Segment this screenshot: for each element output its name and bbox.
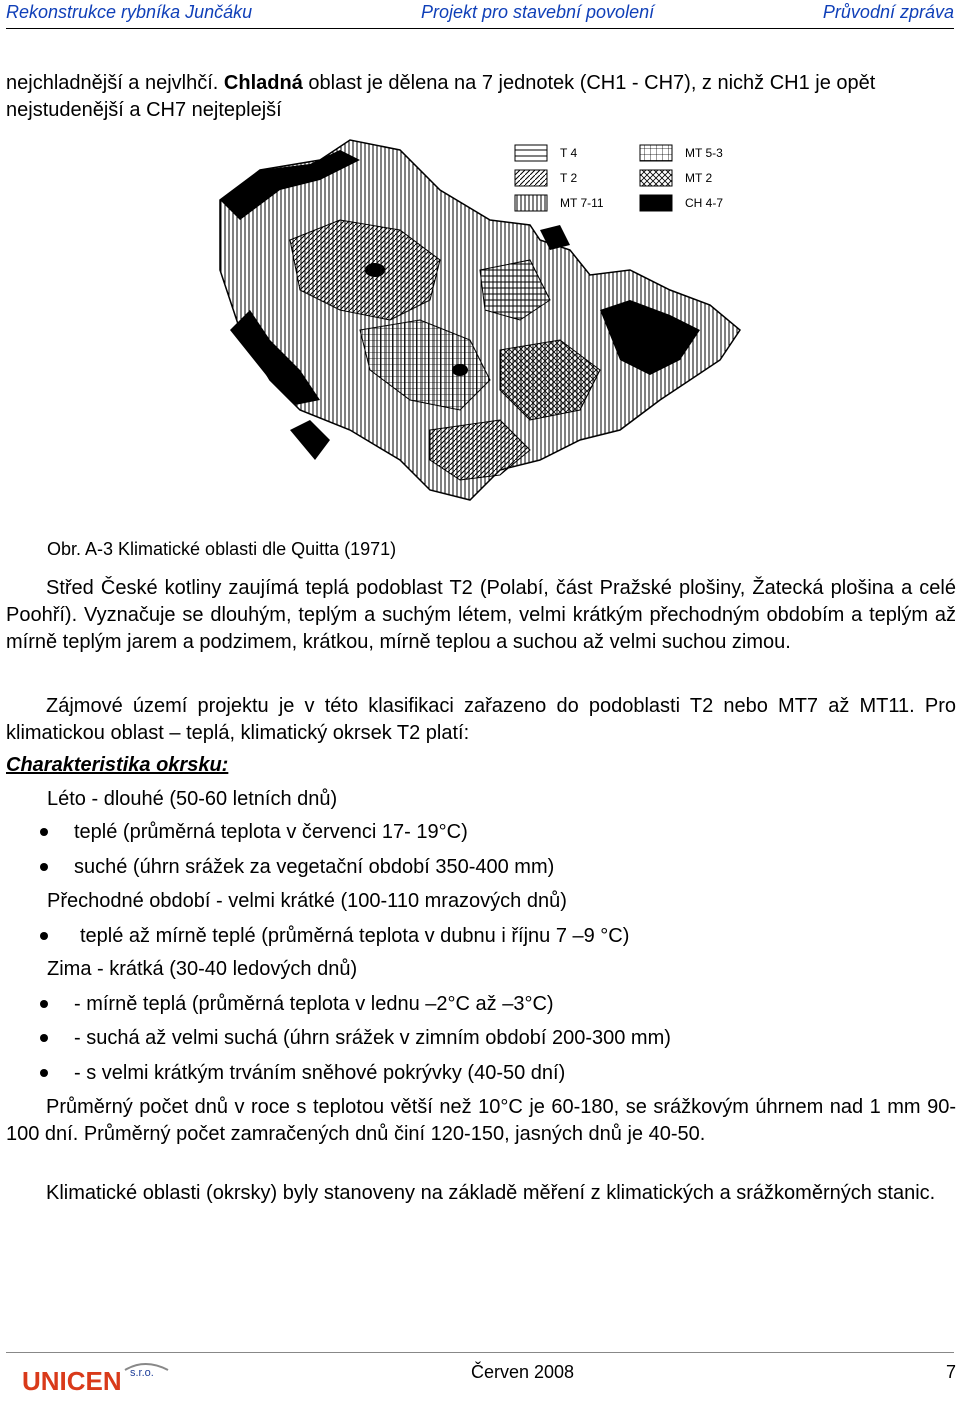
bullet-icon xyxy=(40,1000,48,1008)
header-rule xyxy=(6,28,954,29)
legend-label-1: T 4 xyxy=(560,146,578,160)
header-center: Projekt pro stavební povolení xyxy=(420,1,655,22)
summer-heading: Léto - dlouhé (50-60 letních dnů) xyxy=(47,788,338,810)
bullet-icon xyxy=(40,932,48,940)
winter-item-1: - mírně teplá (průměrná teplota v lednu –2°C až –3°C) xyxy=(74,993,554,1015)
bullet-icon xyxy=(40,1034,48,1042)
legend-label-3: MT 7-11 xyxy=(560,196,604,210)
winter-item-3: - s velmi krátkým trváním sněhové pokrývky (40-50 dní) xyxy=(74,1062,566,1084)
summer-item-2: suché (úhrn srážek za vegetační období 350-400 mm) xyxy=(74,856,555,878)
footer-page-number: 7 xyxy=(946,1362,957,1382)
legend-label-6: CH 4-7 xyxy=(685,196,724,210)
transition-item-1: teplé až mírně teplé (průměrná teplota v dubnu i říjnu 7 –9 °C) xyxy=(80,925,630,947)
header-right: Průvodní zpráva xyxy=(822,1,954,22)
paragraph-3: Průměrný počet dnů v roce s teplotou větší než 10°C je 60-180, se srážkovým úhrnem nad 1 mm 90-100 dní. Průměrný počet zamračených dnů činí 120-150, jasných dnů je 40-50. xyxy=(6,1096,956,1145)
page-header xyxy=(6,0,954,24)
figure-caption: Obr. A-3 Klimatické oblasti dle Quitta (1971) xyxy=(47,539,397,559)
transition-heading: Přechodné období - velmi krátké (100-110 mrazových dnů) xyxy=(47,890,567,912)
logo-suffix: s.r.o. xyxy=(130,1367,154,1379)
winter-item-2: - suchá až velmi suchá (úhrn srážek v zimním období 200-300 mm) xyxy=(74,1027,671,1049)
legend-label-5: MT 2 xyxy=(685,171,713,185)
intro-text-1: nejchladnější a nejvlhčí. xyxy=(6,72,224,94)
bullet-icon xyxy=(40,863,48,871)
bullet-icon xyxy=(40,828,48,836)
paragraph-1: Střed České kotliny zaujímá teplá podoblast T2 (Polabí, část Pražské plošiny, Žatecká plošina a celé Poohří). Vyznačuje se dlouhým, teplým a suchým létem, velmi krátkým přechodným obdobím a teplým až mírně teplým jarem a podzimem, krátkou, mírně teplou a suchou až velmi suchou zimou. xyxy=(6,577,956,653)
paragraph-2: Zájmové území projektu je v této klasifikaci zařazeno do podoblasti T2 nebo MT7 až MT11. Pro klimatickou oblast – teplá, klimatický okrsek T2 platí: xyxy=(6,695,956,744)
bullet-icon xyxy=(40,1069,48,1077)
intro-text-2: oblast je dělena na 7 jednotek (CH1 - CH7), z nichž CH1 je opět nejstudenější a CH7 nejteplejší xyxy=(6,72,876,121)
section-title: Charakteristika okrsku: xyxy=(6,754,229,776)
legend-label-2: T 2 xyxy=(560,171,578,185)
climate-map xyxy=(200,130,750,525)
intro-bold: Chladná xyxy=(223,72,303,94)
footer-rule xyxy=(6,1352,954,1353)
logo-text: UNICEN xyxy=(22,1366,122,1396)
intro-paragraph xyxy=(6,70,956,124)
map-region-ch-7 xyxy=(452,364,468,376)
summer-item-1: teplé (průměrná teplota v červenci 17- 19°C) xyxy=(74,821,468,843)
winter-heading: Zima - krátká (30-40 ledových dnů) xyxy=(47,958,358,980)
map-region-ch-5 xyxy=(290,420,330,460)
map-legend xyxy=(515,145,723,211)
paragraph-4: Klimatické oblasti (okrsky) byly stanoveny na základě měření z klimatických a srážkoměrných stanic. xyxy=(46,1182,936,1204)
legend-label-4: MT 5-3 xyxy=(685,146,723,160)
company-logo xyxy=(20,1356,170,1396)
header-left: Rekonstrukce rybníka Junčáku xyxy=(6,1,253,22)
map-region-ch-6 xyxy=(365,263,385,277)
footer-date: Červen 2008 xyxy=(471,1362,575,1382)
